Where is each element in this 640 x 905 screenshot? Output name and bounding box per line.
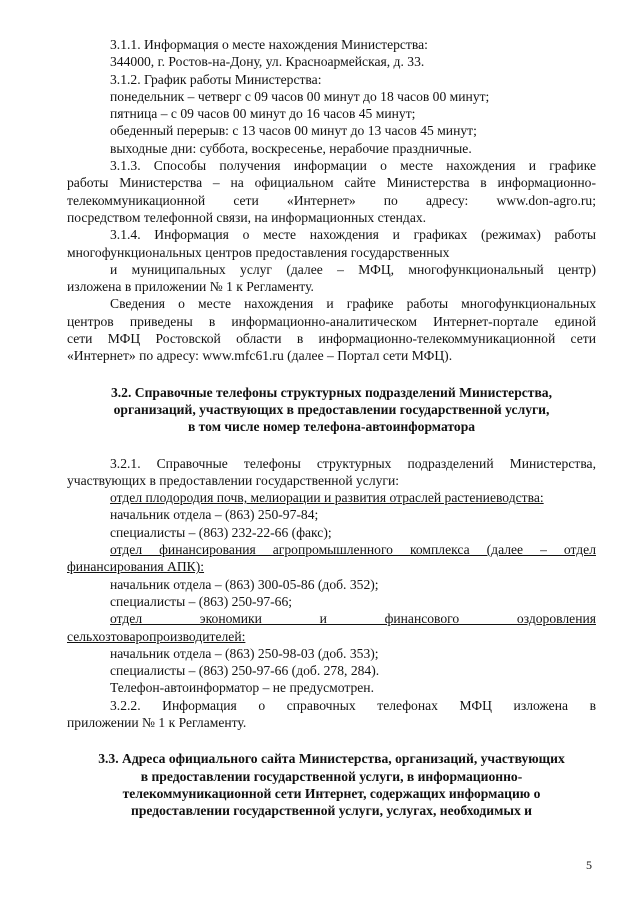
dept3-title-line2-wrap [67,628,596,645]
dept1-title [67,489,596,506]
s321-line1: 3.2.1. Справочные телефоны структурных подразделений Министерства, [110,455,596,471]
section-3-2-heading-line3: в том числе номер телефона-автоинформатора [187,419,476,435]
s314-line4: изложена в приложении № 1 к Регламенту. [67,279,314,295]
s321-line2: участвующих в предоставлении государственной услуги: [67,472,400,488]
s314-line1: 3.1.4. Информация о месте нахождения и графиках (режимах) работы [110,227,596,243]
autoinformer: Телефон-автоинформатор – не предусмотрен. [110,680,374,696]
dept3-title-line1: отдел экономики и финансового оздоровления [110,611,596,627]
dept1-spec-phone: специалисты – (863) 232-22-66 (факс); [110,524,332,540]
page-number: 5 [586,858,592,872]
s312-mon-thu: понедельник – четверг с 09 часов 00 минут до 18 часов 00 минут; [110,88,490,104]
s312-fri: пятница – с 09 часов 00 минут до 16 часов 45 минут; [110,106,416,122]
s313-line3: телекоммуникационной сети «Интернет» по адресу: www.don-agro.ru; [67,192,596,208]
section-3-3-heading-line2: в предоставлении государственной услуги, в информационно- [140,768,523,784]
dept1-title-text: отдел плодородия почв, мелиорации и развития отраслей растениеводства: [110,490,544,506]
section-3-3-heading-line4: предоставлении государственной услуги, услугах, необходимых и [130,803,533,819]
dept2-head-phone: начальник отдела – (863) 300-05-86 (доб. 352); [110,576,379,592]
s311-address: 344000, г. Ростов-на-Дону, ул. Красноармейская, д. 33. [110,54,425,70]
s313-line1: 3.1.3. Способы получения информации о месте нахождения и графике [110,158,596,174]
s322-line2: приложении № 1 к Регламенту. [67,714,247,730]
mfc-line2: центров приведены в информационно-аналитическом Интернет-портале единой [67,313,596,329]
s313-line2: работы Министерства – на официальном сайте Министерства в информационно- [67,175,596,191]
dept2-spec-phone: специалисты – (863) 250-97-66; [110,593,293,609]
mfc-line4: «Интернет» по адресу: www.mfc61.ru (далее – Портал сети МФЦ). [67,348,453,364]
s314-line2: многофункциональных центров предоставления государственных [67,244,450,260]
dept2-title-line2: финансирования АПК): [67,559,205,575]
dept3-spec-phone: специалисты – (863) 250-97-66 (доб. 278, 284). [110,663,380,679]
dept1-head-phone: начальник отдела – (863) 250-97-84; [110,507,319,523]
section-3-2-heading-line1: 3.2. Справочные телефоны структурных подразделений Министерства, [110,384,553,400]
s314-line3: и муниципальных услуг (далее – МФЦ, многофункциональный центр) [110,261,596,277]
mfc-line3: сети МФЦ Ростовской области в информационно-телекоммуникационной сети [67,331,596,347]
document-page [67,36,596,819]
mfc-line1: Сведения о месте нахождения и графике работы многофункциональных [110,296,596,312]
dept2-title-line1: отдел финансирования агропромышленного комплекса (далее – отдел [110,542,596,558]
dept3-head-phone: начальник отдела – (863) 250-98-03 (доб. 353); [110,645,379,661]
section-3-3-heading-line1: 3.3. Адреса официального сайта Министерства, организаций, участвующих [98,751,565,767]
s312-weekend: выходные дни: суббота, воскресенье, нерабочие праздничные. [110,140,472,156]
s313-line4: посредством телефонной связи, на информационных стендах. [67,209,427,225]
s322-line1: 3.2.2. Информация о справочных телефонах МФЦ изложена в [110,697,596,713]
dept3-title-line2: сельхозтоваропроизводителей: [67,628,246,644]
section-3-2-heading-line2: организаций, участвующих в предоставлении государственной услуги, [113,401,550,417]
s312-lunch: обеденный перерыв: с 13 часов 00 минут до 13 часов 45 минут; [110,123,477,139]
dept2-title-line2-wrap [67,558,596,575]
s311-title: 3.1.1. Информация о месте нахождения Министерства: [110,37,428,52]
s312-title: 3.1.2. График работы Министерства: [110,71,322,87]
section-3-3-heading-line3: телекоммуникационной сети Интернет, содержащих информацию о [122,785,541,801]
